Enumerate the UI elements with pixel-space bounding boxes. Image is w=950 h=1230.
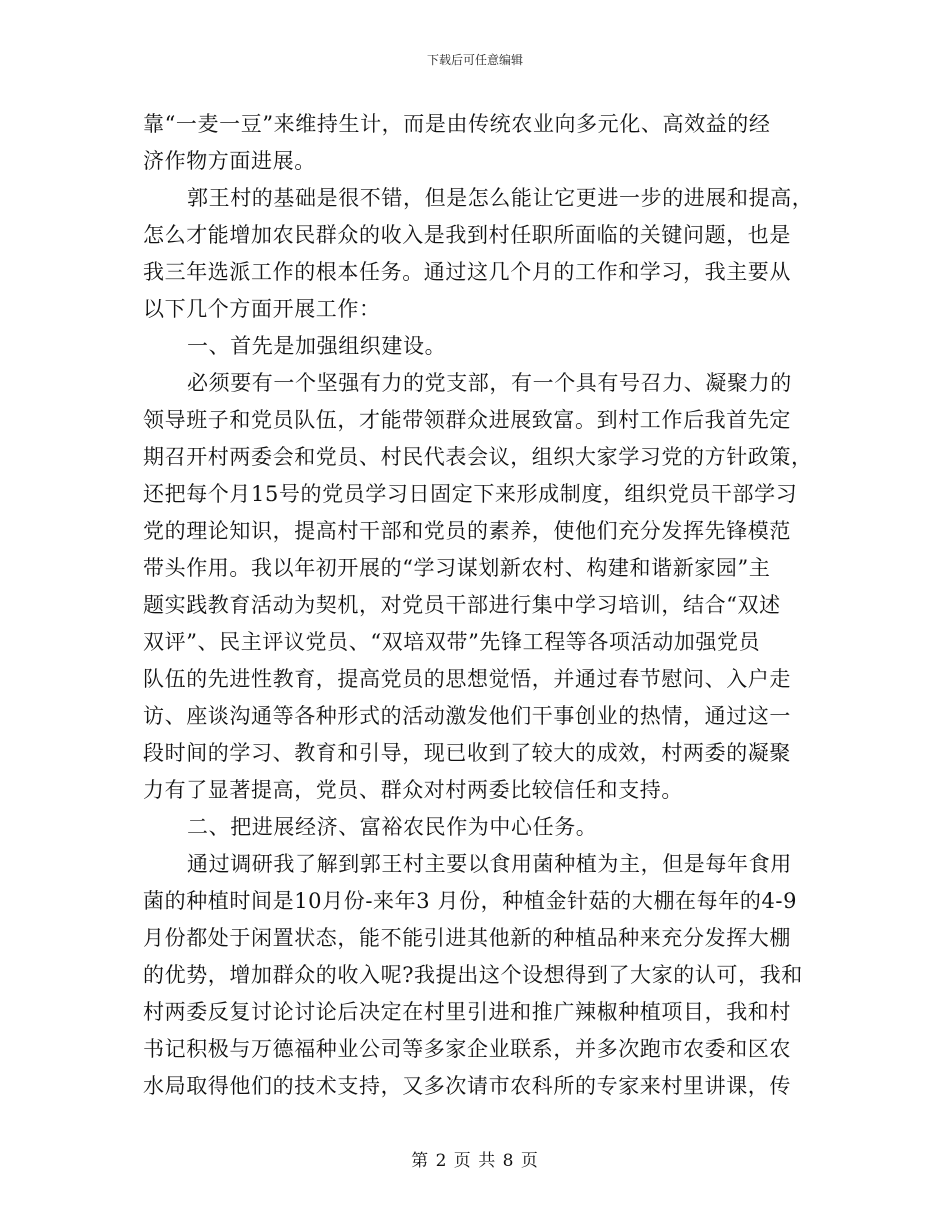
text-line: 还把每个月15号的党员学习日固定下来形成制度，组织党员干部学习	[143, 482, 798, 506]
text-line: 村两委反复讨论讨论后决定在村里引进和推广辣椒种植项目，我和村	[143, 1000, 791, 1024]
text-line: 通过调研我了解到郭王村主要以食用菌种植为主，但是每年食用	[187, 852, 792, 876]
document-body	[143, 106, 814, 1105]
page-header: 下载后可任意编辑	[426, 53, 523, 67]
text-line: 题实践教育活动为契机，对党员干部进行集中学习培训，结合“双述	[143, 593, 781, 617]
text-line: 领导班子和党员队伍，才能带领群众进展致富。到村工作后我首先定	[143, 408, 791, 432]
text-line: 段时间的学习、教育和引导，现已收到了较大的成效，村两委的凝聚	[143, 741, 791, 765]
text-line: 怎么才能增加农民群众的收入是我到村任职所面临的关键问题，也是	[143, 223, 791, 247]
text-line: 书记积极与万德福种业公司等多家企业联系，并多次跑市农委和区农	[143, 1037, 791, 1061]
text-line: 靠“一麦一豆”来维持生计，而是由传统农业向多元化、高效益的经	[143, 112, 771, 136]
text-line: 带头作用。我以年初开展的“学习谋划新农村、构建和谐新家园”主	[143, 556, 771, 580]
text-line: 力有了显著提高，党员、群众对村两委比较信任和支持。	[143, 778, 683, 802]
text-line: 双评”、民主评议党员、“双培双带”先锋工程等各项活动加强党员	[143, 630, 761, 654]
text-line: 郭王村的基础是很不错，但是怎么能让它更进一步的进展和提高，	[187, 186, 814, 210]
text-line: 水局取得他们的技术支持，又多次请市农科所的专家来村里讲课，传	[143, 1074, 791, 1098]
text-line: 党的理论知识，提高村干部和党员的素养，使他们充分发挥先锋模范	[143, 519, 791, 543]
text-line: 我三年选派工作的根本任务。通过这几个月的工作和学习，我主要从	[143, 260, 791, 284]
text-line: 月份都处于闲置状态，能不能引进其他新的种植品种来充分发挥大棚	[143, 926, 791, 950]
text-line: 队伍的先进性教育，提高党员的思想觉悟，并通过春节慰问、入户走	[143, 667, 791, 691]
text-line: 济作物方面进展。	[143, 149, 316, 173]
text-line: 菌的种植时间是10月份-来年3 月份，种植金针菇的大棚在每年的4-9	[143, 889, 798, 913]
text-line: 的优势，增加群众的收入呢?我提出这个设想得到了大家的认可，我和	[143, 963, 803, 987]
text-line: 一、首先是加强组织建设。	[187, 334, 447, 358]
text-line: 访、座谈沟通等各种形式的活动激发他们干事创业的热情，通过这一	[143, 704, 791, 728]
text-line: 以下几个方面开展工作：	[143, 297, 381, 321]
text-line: 必须要有一个坚强有力的党支部，有一个具有号召力、凝聚力的	[187, 371, 792, 395]
text-line: 二、把进展经济、富裕农民作为中心任务。	[187, 815, 598, 839]
page-footer: 第 2 页 共 8 页	[411, 1151, 539, 1171]
text-line: 期召开村两委会和党员、村民代表会议，组织大家学习党的方针政策，	[143, 445, 813, 469]
